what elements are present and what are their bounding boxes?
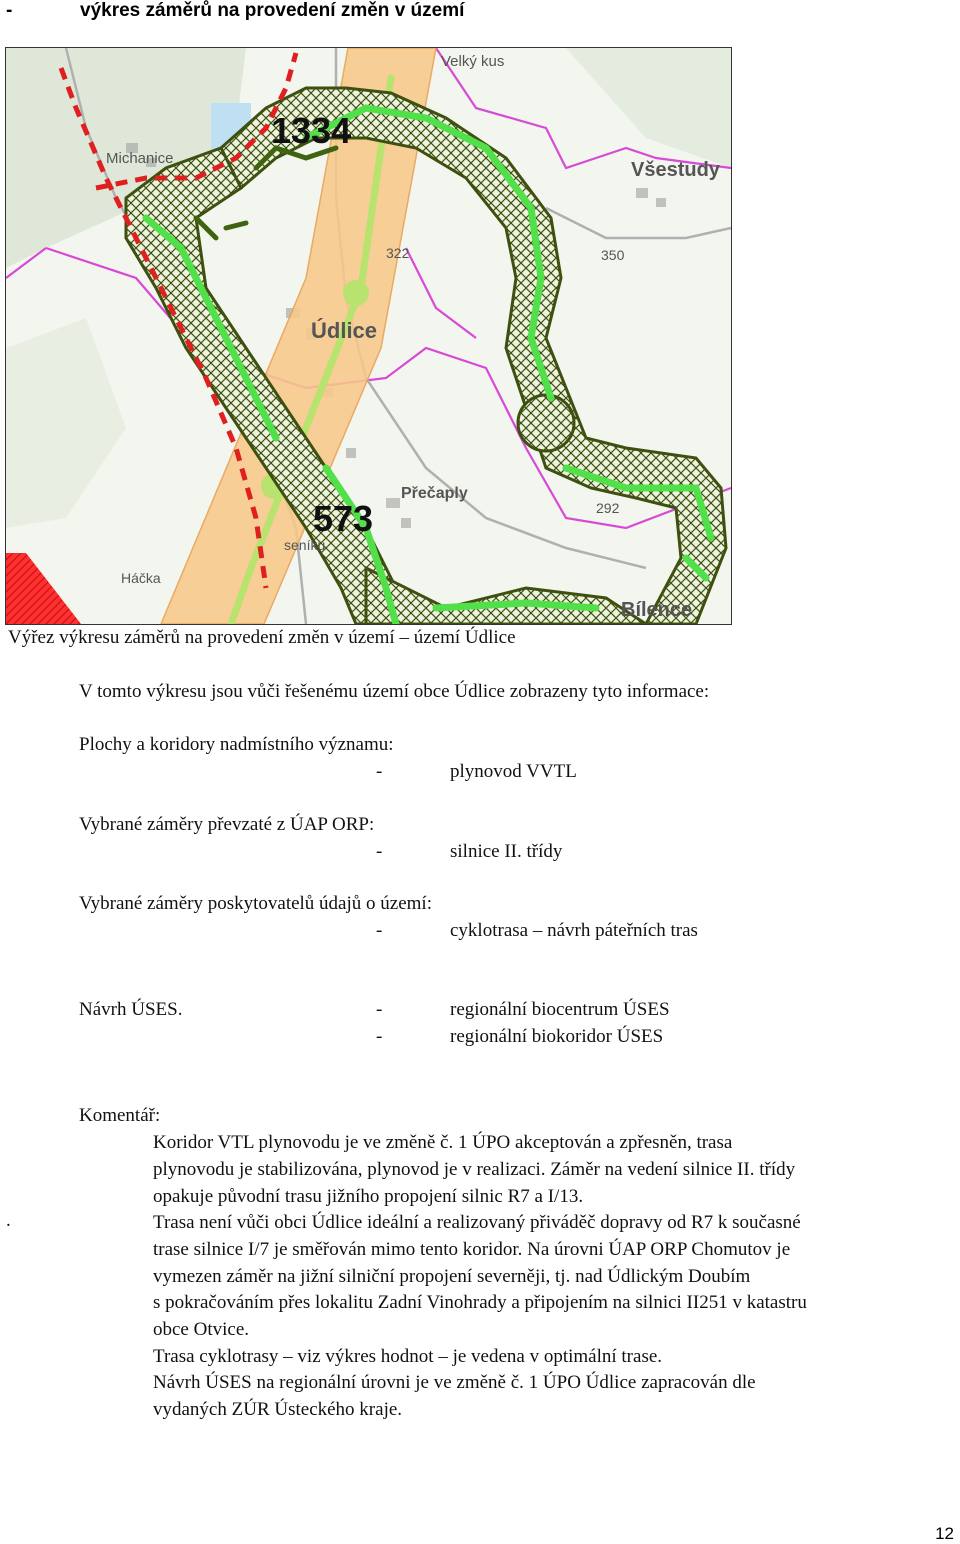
section-4-item-1: regionální biocentrum ÚSES (450, 999, 670, 1020)
map-label-1334: 1334 (271, 110, 352, 151)
comment-line: trase silnice I/7 je směřován mimo tento koridor. Na úrovni ÚAP ORP Chomutov je (153, 1238, 791, 1260)
comment-dot: . (6, 1210, 11, 1231)
comment-line: vydaných ZÚR Ústeckého kraje. (153, 1398, 403, 1420)
map-label-precaply: Přečaply (401, 485, 468, 502)
map-label-573: 573 (313, 498, 374, 539)
map-label-292: 292 (596, 500, 620, 516)
heading-dash: - (6, 0, 13, 21)
map-drawing (6, 48, 731, 624)
comment-line: plynovodu je stabilizována, plynovod je v realizaci. Záměr na vedení silnice II. třídy (153, 1158, 796, 1180)
section-4-dash-2: - (376, 1026, 383, 1047)
comment-line: Návrh ÚSES na regionální úrovni je ve změně č. 1 ÚPO Údlice zapracován dle (153, 1372, 756, 1393)
comment-paragraph-4 (153, 1370, 957, 1424)
map-label-velky-kus: Velký kus (441, 53, 505, 70)
comment-title: Komentář: (79, 1105, 161, 1126)
map-caption: Výřez výkresu záměrů na provedení změn v území – území Údlice (8, 627, 516, 648)
map-label-bilence: Bílence (621, 599, 693, 621)
section-1-item: plynovod VVTL (450, 761, 577, 782)
comment-paragraph-3 (153, 1344, 957, 1371)
comment-line: vymezen záměr na jižní silniční propojení severněji, tj. nad Údlickým Doubím (153, 1265, 751, 1287)
comment-line: Koridor VTL plynovodu je ve změně č. 1 ÚPO akceptován a zpřesněn, trasa (153, 1132, 733, 1153)
intro-text: V tomto výkresu jsou vůči řešenému území obce Údlice zobrazeny tyto informace: (79, 681, 710, 702)
comment-line: opakuje původní trasu jižního propojení silnic R7 a I/13. (153, 1185, 584, 1207)
pipeline-node (343, 280, 369, 306)
section-1-title: Plochy a koridory nadmístního významu: (79, 734, 394, 755)
page-number: 12 (935, 1524, 954, 1543)
map-label-hacka: Háčka (121, 570, 161, 586)
comment-paragraph-2 (153, 1210, 957, 1344)
section-3-title: Vybrané záměry poskytovatelů údajů o území: (79, 893, 432, 914)
section-4-title: Návrh ÚSES. (79, 999, 183, 1020)
map-label-udlice: Údlice (311, 318, 378, 343)
comment-line: s pokračováním přes lokalitu Zadní Vinohrady a připojením na silnici II251 v katastru (153, 1292, 807, 1314)
comment-line: Trasa není vůči obci Údlice ideální a realizovaný přiváděč dopravy od R7 k současné (153, 1212, 801, 1233)
map-label-michanice: Michanice (106, 150, 174, 167)
section-1-dash: - (376, 761, 383, 782)
map-label-350: 350 (601, 247, 625, 263)
section-4-item-2: regionální biokoridor ÚSES (450, 1026, 664, 1047)
section-3-dash: - (376, 920, 383, 941)
section-3-item: cyklotrasa – návrh páteřních tras (450, 920, 698, 941)
map-label-seniku: seníku (284, 537, 326, 553)
heading-title: výkres záměrů na provedení změn v území (80, 0, 465, 21)
section-2-dash: - (376, 841, 383, 862)
section-4-dash-1: - (376, 999, 383, 1020)
map-excerpt (5, 47, 732, 625)
comment-line: obce Otvice. (153, 1319, 250, 1341)
comment-paragraph-1 (153, 1130, 957, 1210)
map-label-322: 322 (386, 245, 410, 261)
comment-line: Trasa cyklotrasy – viz výkres hodnot – je vedena v optimální trase. (153, 1346, 663, 1367)
map-label-vsestudy: Všestudy (631, 159, 720, 181)
section-2-title: Vybrané záměry převzaté z ÚAP ORP: (79, 814, 375, 835)
section-2-item: silnice II. třídy (450, 841, 563, 862)
